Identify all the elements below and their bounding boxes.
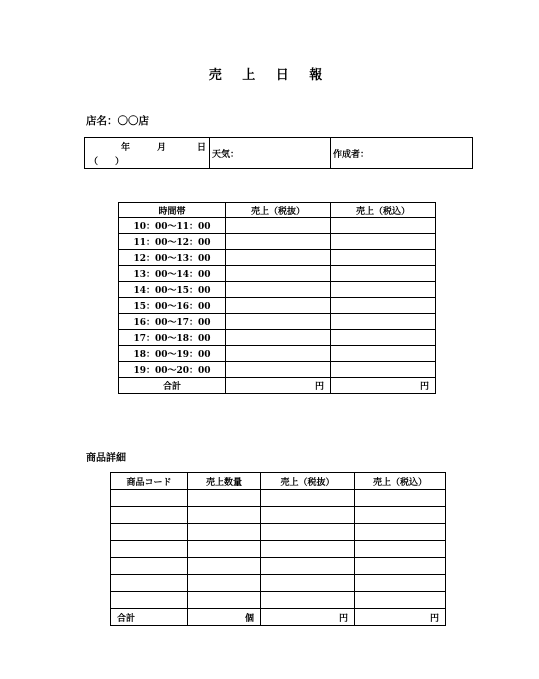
incl-tax-cell[interactable] — [331, 218, 436, 234]
quantity-cell[interactable] — [188, 575, 261, 592]
table-row — [111, 541, 446, 558]
column-header: 売上（税込） — [355, 473, 446, 490]
yen-unit: 円 — [315, 382, 325, 392]
time-slot-label: 16：00～17：00 — [119, 314, 226, 330]
table-row — [111, 490, 446, 507]
quantity-cell[interactable] — [188, 524, 261, 541]
incl-tax-cell[interactable] — [331, 234, 436, 250]
weather-label: 天気： — [212, 149, 240, 160]
product-code-cell[interactable] — [111, 524, 188, 541]
table-row — [119, 314, 436, 330]
author-label: 作成者： — [333, 149, 370, 160]
table-row — [111, 507, 446, 524]
total-quantity-cell[interactable] — [188, 609, 261, 626]
column-header: 商品コード — [111, 473, 188, 490]
incl-tax-cell[interactable] — [355, 558, 446, 575]
table-row — [119, 346, 436, 362]
products-section-title: 商品詳細 — [86, 453, 126, 464]
weather-field[interactable] — [210, 138, 331, 169]
table-row — [119, 266, 436, 282]
incl-tax-cell[interactable] — [331, 314, 436, 330]
column-header: 時間帯 — [119, 203, 226, 218]
incl-tax-cell[interactable] — [355, 592, 446, 609]
column-header: 売上数量 — [188, 473, 261, 490]
time-slot-label: 11：00～12：00 — [119, 234, 226, 250]
excl-tax-cell[interactable] — [261, 575, 355, 592]
incl-tax-cell[interactable] — [331, 250, 436, 266]
excl-tax-cell[interactable] — [226, 218, 331, 234]
excl-tax-cell[interactable] — [261, 592, 355, 609]
total-label: 合計 — [111, 609, 188, 626]
time-slot-label: 10：00～11：00 — [119, 218, 226, 234]
quantity-cell[interactable] — [188, 558, 261, 575]
total-incl-tax-cell[interactable] — [331, 378, 436, 394]
product-code-cell[interactable] — [111, 490, 188, 507]
time-slot-label: 13：00～14：00 — [119, 266, 226, 282]
table-row — [111, 592, 446, 609]
excl-tax-cell[interactable] — [226, 250, 331, 266]
incl-tax-cell[interactable] — [331, 346, 436, 362]
table-row — [119, 250, 436, 266]
total-excl-tax-cell[interactable] — [226, 378, 331, 394]
excl-tax-cell[interactable] — [226, 298, 331, 314]
excl-tax-cell[interactable] — [261, 558, 355, 575]
table-row — [111, 575, 446, 592]
product-code-cell[interactable] — [111, 592, 188, 609]
excl-tax-cell[interactable] — [261, 490, 355, 507]
incl-tax-cell[interactable] — [331, 362, 436, 378]
incl-tax-cell[interactable] — [355, 524, 446, 541]
weekday-close: ） — [115, 157, 125, 167]
excl-tax-cell[interactable] — [226, 266, 331, 282]
excl-tax-cell[interactable] — [226, 314, 331, 330]
incl-tax-cell[interactable] — [355, 541, 446, 558]
product-detail-table — [110, 472, 446, 626]
total-incl-tax-cell[interactable] — [355, 609, 446, 626]
total-excl-tax-cell[interactable] — [261, 609, 355, 626]
table-row — [119, 298, 436, 314]
store-name-label: 店名：〇〇店 — [86, 115, 149, 127]
yen-unit: 円 — [429, 613, 439, 624]
column-header: 売上（税込） — [331, 203, 436, 218]
weekday-open: （ — [89, 157, 99, 167]
time-slot-label: 19：00～20：00 — [119, 362, 226, 378]
incl-tax-cell[interactable] — [331, 330, 436, 346]
excl-tax-cell[interactable] — [261, 507, 355, 524]
quantity-cell[interactable] — [188, 507, 261, 524]
product-code-cell[interactable] — [111, 507, 188, 524]
excl-tax-cell[interactable] — [261, 524, 355, 541]
excl-tax-cell[interactable] — [226, 346, 331, 362]
time-slot-label: 12：00～13：00 — [119, 250, 226, 266]
excl-tax-cell[interactable] — [226, 330, 331, 346]
day-label: 日 — [197, 143, 207, 153]
time-slot-label: 15：00～16：00 — [119, 298, 226, 314]
excl-tax-cell[interactable] — [226, 362, 331, 378]
table-row — [119, 362, 436, 378]
quantity-cell[interactable] — [188, 490, 261, 507]
hourly-sales-table — [118, 202, 436, 394]
table-row — [119, 218, 436, 234]
yen-unit: 円 — [419, 382, 429, 392]
incl-tax-cell[interactable] — [331, 266, 436, 282]
product-code-cell[interactable] — [111, 558, 188, 575]
time-slot-label: 14：00～15：00 — [119, 282, 226, 298]
incl-tax-cell[interactable] — [355, 507, 446, 524]
month-label: 月 — [157, 143, 167, 153]
page-title: 売 上 日 報 — [208, 68, 331, 83]
pieces-unit: 個 — [244, 613, 254, 624]
table-row — [119, 234, 436, 250]
product-code-cell[interactable] — [111, 575, 188, 592]
table-row — [111, 558, 446, 575]
incl-tax-cell[interactable] — [355, 575, 446, 592]
info-table — [84, 137, 473, 169]
quantity-cell[interactable] — [188, 592, 261, 609]
yen-unit: 円 — [338, 613, 348, 624]
table-row — [111, 524, 446, 541]
incl-tax-cell[interactable] — [331, 298, 436, 314]
excl-tax-cell[interactable] — [261, 541, 355, 558]
excl-tax-cell[interactable] — [226, 282, 331, 298]
incl-tax-cell[interactable] — [331, 282, 436, 298]
incl-tax-cell[interactable] — [355, 490, 446, 507]
time-slot-label: 18：00～19：00 — [119, 346, 226, 362]
table-row — [119, 282, 436, 298]
quantity-cell[interactable] — [188, 541, 261, 558]
time-slot-label: 17：00～18：00 — [119, 330, 226, 346]
column-header: 売上（税抜） — [261, 473, 355, 490]
year-label: 年 — [121, 143, 131, 153]
product-code-cell[interactable] — [111, 541, 188, 558]
table-row — [119, 330, 436, 346]
total-label: 合計 — [119, 378, 226, 394]
date-cell[interactable] — [85, 138, 210, 169]
excl-tax-cell[interactable] — [226, 234, 331, 250]
author-field[interactable] — [331, 138, 473, 169]
column-header: 売上（税抜） — [226, 203, 331, 218]
